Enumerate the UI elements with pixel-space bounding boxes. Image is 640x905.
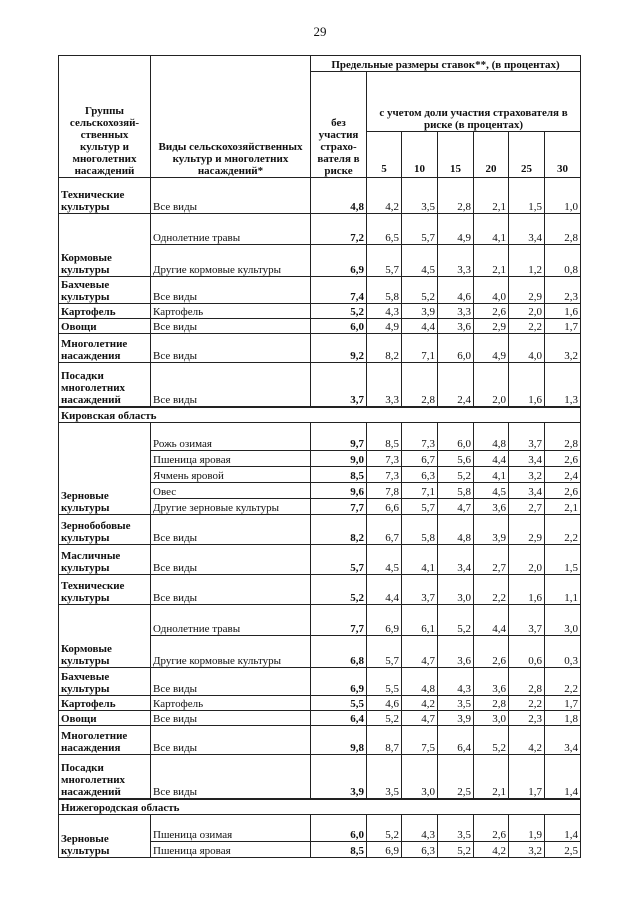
- crop-type: Рожь озимая: [151, 423, 311, 451]
- rate-value: 5,2: [438, 842, 474, 858]
- table-row: [59, 363, 581, 407]
- table-row: [59, 334, 581, 363]
- header-no-participation: без участия страхо-вателя в риске: [311, 72, 367, 178]
- rate-value: 3,6: [438, 319, 474, 334]
- rate-base: 7,7: [311, 499, 367, 515]
- rate-value: 4,2: [367, 178, 402, 214]
- rate-value: 1,9: [509, 815, 545, 842]
- table-row: [59, 319, 581, 334]
- table-row: [59, 423, 581, 451]
- crop-group: Посадки многолетних насаждений: [59, 363, 151, 407]
- rate-value: 3,0: [438, 575, 474, 605]
- rate-value: 2,1: [474, 245, 509, 277]
- crop-type: Другие кормовые культуры: [151, 636, 311, 668]
- rate-value: 0,8: [545, 245, 581, 277]
- rate-value: 5,2: [438, 605, 474, 636]
- rate-value: 5,7: [402, 214, 438, 245]
- rate-base: 8,2: [311, 515, 367, 545]
- rate-value: 2,2: [474, 575, 509, 605]
- rate-value: 4,9: [438, 214, 474, 245]
- crop-group: Овощи: [59, 319, 151, 334]
- table-row: [59, 575, 581, 605]
- crop-type: Все виды: [151, 755, 311, 799]
- rate-value: 0,3: [545, 636, 581, 668]
- table-row: [59, 668, 581, 696]
- rate-value: 3,5: [438, 815, 474, 842]
- table-row: [59, 815, 581, 842]
- region-name: Кировская область: [59, 407, 581, 423]
- rate-value: 2,4: [438, 363, 474, 407]
- rate-base: 7,7: [311, 605, 367, 636]
- rate-value: 4,8: [474, 423, 509, 451]
- crop-group: Многолетние насаждения: [59, 334, 151, 363]
- rate-value: 4,0: [474, 277, 509, 304]
- rate-base: 9,8: [311, 726, 367, 755]
- rate-base: 6,0: [311, 319, 367, 334]
- crop-type: Картофель: [151, 696, 311, 711]
- crop-type: Все виды: [151, 178, 311, 214]
- rate-value: 4,4: [367, 575, 402, 605]
- rate-value: 1,7: [545, 319, 581, 334]
- rate-base: 9,7: [311, 423, 367, 451]
- header-rate-limits: Предельные размеры ставок**, (в процентах): [311, 56, 581, 72]
- rate-value: 1,3: [545, 363, 581, 407]
- rate-base: 7,2: [311, 214, 367, 245]
- rate-base: 9,6: [311, 483, 367, 499]
- rate-value: 4,9: [367, 319, 402, 334]
- region-name: Нижегородская область: [59, 799, 581, 815]
- rate-value: 4,5: [402, 245, 438, 277]
- crop-type: Все виды: [151, 363, 311, 407]
- rate-value: 5,2: [438, 467, 474, 483]
- rate-value: 4,1: [402, 545, 438, 575]
- rate-value: 1,6: [545, 304, 581, 319]
- rate-base: 6,9: [311, 245, 367, 277]
- rate-value: 3,9: [474, 515, 509, 545]
- rate-value: 3,6: [438, 636, 474, 668]
- rate-value: 4,6: [438, 277, 474, 304]
- rate-value: 6,3: [402, 842, 438, 858]
- rate-base: 3,7: [311, 363, 367, 407]
- rate-value: 8,2: [367, 334, 402, 363]
- rate-value: 6,4: [438, 726, 474, 755]
- rate-value: 4,4: [474, 605, 509, 636]
- rate-value: 4,8: [402, 668, 438, 696]
- crop-type: Все виды: [151, 545, 311, 575]
- crop-type: Однолетние травы: [151, 214, 311, 245]
- rate-value: 3,4: [545, 726, 581, 755]
- crop-group: Зерновые культуры: [59, 815, 151, 858]
- rate-value: 2,6: [474, 636, 509, 668]
- rate-value: 5,8: [402, 515, 438, 545]
- table-row: [59, 605, 581, 636]
- header-share-level: 30: [545, 132, 581, 178]
- rate-value: 3,2: [509, 842, 545, 858]
- rate-value: 6,9: [367, 605, 402, 636]
- rate-value: 6,9: [367, 842, 402, 858]
- crop-group: Овощи: [59, 711, 151, 726]
- header-share-level: 10: [402, 132, 438, 178]
- rate-value: 1,2: [509, 245, 545, 277]
- rate-value: 4,4: [402, 319, 438, 334]
- rate-value: 2,2: [509, 319, 545, 334]
- rate-value: 4,9: [474, 334, 509, 363]
- rate-value: 5,2: [367, 815, 402, 842]
- rate-value: 1,6: [509, 575, 545, 605]
- rate-value: 1,5: [545, 545, 581, 575]
- rate-value: 2,5: [438, 755, 474, 799]
- crop-group: Картофель: [59, 304, 151, 319]
- crop-group: Кормовые культуры: [59, 605, 151, 668]
- crop-type: Все виды: [151, 277, 311, 304]
- rate-value: 6,0: [438, 334, 474, 363]
- rate-value: 1,7: [509, 755, 545, 799]
- rate-value: 3,6: [474, 668, 509, 696]
- header-crop-groups: Группы сельскохозяй-ственных культур и многолетних насаждений: [59, 56, 151, 178]
- rate-base: 6,8: [311, 636, 367, 668]
- rate-value: 3,6: [474, 499, 509, 515]
- rate-value: 3,3: [438, 245, 474, 277]
- rate-value: 3,3: [367, 363, 402, 407]
- rate-value: 2,8: [474, 696, 509, 711]
- table-row: [59, 214, 581, 245]
- header-with-participation: с учетом доли участия страхователя в риске (в процентах): [367, 72, 581, 132]
- rate-value: 2,1: [545, 499, 581, 515]
- rate-value: 3,9: [402, 304, 438, 319]
- rate-value: 6,6: [367, 499, 402, 515]
- rate-value: 3,0: [402, 755, 438, 799]
- rate-value: 6,0: [438, 423, 474, 451]
- rate-value: 4,3: [438, 668, 474, 696]
- rate-value: 1,5: [509, 178, 545, 214]
- rate-value: 3,2: [509, 467, 545, 483]
- rate-value: 2,0: [474, 363, 509, 407]
- rate-value: 7,3: [402, 423, 438, 451]
- crop-group: Масличные культуры: [59, 545, 151, 575]
- rate-value: 5,2: [402, 277, 438, 304]
- rate-value: 3,0: [474, 711, 509, 726]
- rate-value: 4,5: [367, 545, 402, 575]
- crop-group: Картофель: [59, 696, 151, 711]
- rate-value: 3,4: [509, 451, 545, 467]
- table-row: [59, 515, 581, 545]
- rate-value: 4,1: [474, 467, 509, 483]
- rate-value: 2,6: [545, 483, 581, 499]
- rate-value: 5,5: [367, 668, 402, 696]
- rate-value: 2,9: [509, 277, 545, 304]
- rate-value: 2,2: [509, 696, 545, 711]
- rate-value: 3,5: [367, 755, 402, 799]
- crop-type: Все виды: [151, 726, 311, 755]
- rate-value: 5,7: [367, 245, 402, 277]
- rate-value: 2,8: [545, 423, 581, 451]
- rate-base: 8,5: [311, 467, 367, 483]
- header-share-level: 20: [474, 132, 509, 178]
- rate-value: 5,6: [438, 451, 474, 467]
- rate-value: 6,7: [402, 451, 438, 467]
- rate-base: 7,4: [311, 277, 367, 304]
- rate-value: 3,7: [509, 423, 545, 451]
- rate-value: 4,3: [367, 304, 402, 319]
- rate-base: 3,9: [311, 755, 367, 799]
- rate-value: 5,2: [474, 726, 509, 755]
- rate-value: 1,4: [545, 815, 581, 842]
- crop-type: Однолетние травы: [151, 605, 311, 636]
- rate-base: 6,9: [311, 668, 367, 696]
- rate-value: 4,2: [474, 842, 509, 858]
- rate-value: 2,6: [474, 304, 509, 319]
- rate-base: 9,0: [311, 451, 367, 467]
- rate-value: 5,7: [367, 636, 402, 668]
- table-row: [59, 277, 581, 304]
- crop-group: Бахчевые культуры: [59, 668, 151, 696]
- rate-value: 4,7: [438, 499, 474, 515]
- table-row: [59, 178, 581, 214]
- rate-base: 8,5: [311, 842, 367, 858]
- rate-value: 4,7: [402, 711, 438, 726]
- crop-type: Другие зерновые культуры: [151, 499, 311, 515]
- rate-value: 3,2: [545, 334, 581, 363]
- header-share-level: 5: [367, 132, 402, 178]
- page-number: 29: [313, 24, 327, 39]
- rate-value: 1,8: [545, 711, 581, 726]
- rate-value: 2,4: [545, 467, 581, 483]
- crop-group: Бахчевые культуры: [59, 277, 151, 304]
- rate-value: 2,3: [509, 711, 545, 726]
- rate-value: 3,3: [438, 304, 474, 319]
- rate-value: 1,7: [545, 696, 581, 711]
- rate-value: 4,2: [509, 726, 545, 755]
- rate-value: 2,6: [545, 451, 581, 467]
- rate-value: 3,7: [402, 575, 438, 605]
- rate-value: 7,3: [367, 467, 402, 483]
- rate-base: 6,0: [311, 815, 367, 842]
- table-row: [59, 545, 581, 575]
- header-crop-types: Виды сельскохозяйственных культур и многолетних насаждений*: [151, 56, 311, 178]
- rate-value: 7,5: [402, 726, 438, 755]
- crop-type: Все виды: [151, 668, 311, 696]
- rate-value: 4,2: [402, 696, 438, 711]
- rate-value: 2,7: [474, 545, 509, 575]
- rate-value: 6,1: [402, 605, 438, 636]
- rate-base: 5,5: [311, 696, 367, 711]
- table-row: [59, 711, 581, 726]
- rate-value: 3,7: [509, 605, 545, 636]
- rate-value: 4,1: [474, 214, 509, 245]
- rate-value: 4,5: [474, 483, 509, 499]
- rate-value: 3,5: [438, 696, 474, 711]
- rate-value: 3,9: [438, 711, 474, 726]
- header-share-level: 15: [438, 132, 474, 178]
- rate-base: 5,2: [311, 304, 367, 319]
- rate-value: 3,4: [509, 214, 545, 245]
- rate-value: 2,6: [474, 815, 509, 842]
- rate-value: 4,0: [509, 334, 545, 363]
- rate-base: 9,2: [311, 334, 367, 363]
- region-row: [59, 407, 581, 423]
- rate-value: 1,0: [545, 178, 581, 214]
- rate-value: 0,6: [509, 636, 545, 668]
- rate-value: 2,0: [509, 304, 545, 319]
- region-row: [59, 799, 581, 815]
- rate-value: 2,8: [438, 178, 474, 214]
- rate-value: 4,8: [438, 515, 474, 545]
- rate-value: 2,1: [474, 178, 509, 214]
- rate-value: 2,2: [545, 515, 581, 545]
- rate-value: 4,4: [474, 451, 509, 467]
- table-row: [59, 755, 581, 799]
- rate-value: 8,5: [367, 423, 402, 451]
- rate-value: 2,1: [474, 755, 509, 799]
- rate-value: 2,5: [545, 842, 581, 858]
- table-row: [59, 726, 581, 755]
- crop-group: Технические культуры: [59, 575, 151, 605]
- crop-type: Ячмень яровой: [151, 467, 311, 483]
- crop-type: Все виды: [151, 711, 311, 726]
- crop-type: Пшеница яровая: [151, 842, 311, 858]
- rate-value: 3,0: [545, 605, 581, 636]
- rate-value: 6,5: [367, 214, 402, 245]
- rate-value: 3,4: [438, 545, 474, 575]
- rate-value: 1,4: [545, 755, 581, 799]
- rate-value: 3,5: [402, 178, 438, 214]
- crop-type: Картофель: [151, 304, 311, 319]
- crop-type: Пшеница яровая: [151, 451, 311, 467]
- crop-group: Посадки многолетних насаждений: [59, 755, 151, 799]
- rate-value: 2,0: [509, 545, 545, 575]
- crop-type: Все виды: [151, 515, 311, 545]
- rate-value: 2,9: [474, 319, 509, 334]
- rate-value: 6,7: [367, 515, 402, 545]
- rate-value: 7,3: [367, 451, 402, 467]
- table-row: [59, 696, 581, 711]
- rate-value: 5,7: [402, 499, 438, 515]
- rate-value: 5,8: [367, 277, 402, 304]
- crop-group: Зернобобовые культуры: [59, 515, 151, 545]
- crop-group: Кормовые культуры: [59, 214, 151, 277]
- rate-value: 7,1: [402, 483, 438, 499]
- insurance-rate-table: [58, 55, 581, 858]
- rate-value: 8,7: [367, 726, 402, 755]
- rate-value: 2,7: [509, 499, 545, 515]
- rate-value: 2,3: [545, 277, 581, 304]
- rate-base: 6,4: [311, 711, 367, 726]
- rate-value: 2,8: [402, 363, 438, 407]
- rate-base: 4,8: [311, 178, 367, 214]
- crop-type: Все виды: [151, 575, 311, 605]
- rate-value: 2,9: [509, 515, 545, 545]
- crop-group: Зерновые культуры: [59, 423, 151, 515]
- crop-type: Другие кормовые культуры: [151, 245, 311, 277]
- rate-value: 7,1: [402, 334, 438, 363]
- header-share-level: 25: [509, 132, 545, 178]
- crop-type: Пшеница озимая: [151, 815, 311, 842]
- rate-value: 5,2: [367, 711, 402, 726]
- rate-value: 2,8: [509, 668, 545, 696]
- rate-value: 4,7: [402, 636, 438, 668]
- rate-value: 1,1: [545, 575, 581, 605]
- rate-value: 4,3: [402, 815, 438, 842]
- crop-type: Овес: [151, 483, 311, 499]
- crop-type: Все виды: [151, 334, 311, 363]
- rate-base: 5,7: [311, 545, 367, 575]
- crop-group: Многолетние насаждения: [59, 726, 151, 755]
- rate-value: 1,6: [509, 363, 545, 407]
- table-row: [59, 304, 581, 319]
- rate-value: 2,8: [545, 214, 581, 245]
- rate-value: 4,6: [367, 696, 402, 711]
- crop-type: Все виды: [151, 319, 311, 334]
- rate-value: 2,2: [545, 668, 581, 696]
- rate-value: 7,8: [367, 483, 402, 499]
- rate-value: 3,4: [509, 483, 545, 499]
- crop-group: Технические культуры: [59, 178, 151, 214]
- rate-value: 5,8: [438, 483, 474, 499]
- rate-base: 5,2: [311, 575, 367, 605]
- rate-value: 6,3: [402, 467, 438, 483]
